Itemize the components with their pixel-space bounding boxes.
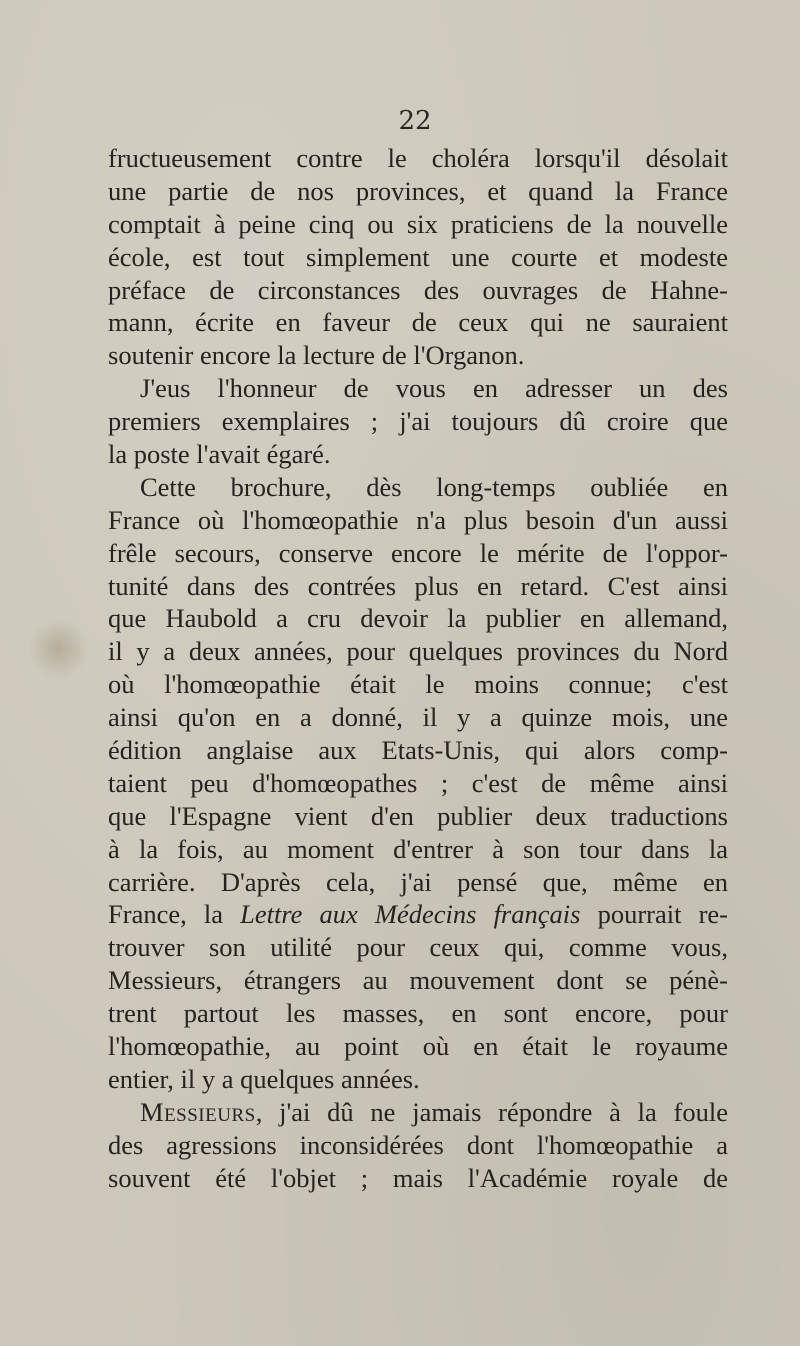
text-line: trouver son utilité pour ceux qui, comme vous, (108, 932, 728, 963)
text-line: trent partout les masses, en sont encore, pour (108, 998, 728, 1029)
paragraph-start-line (108, 1096, 728, 1129)
text-line: que Haubold a cru devoir la publier en allemand, (108, 603, 728, 634)
text-line-with-title (108, 898, 728, 931)
text-line: souvent été l'objet ; mais l'Académie royale de (108, 1162, 728, 1193)
text-line: carrière. D'après cela, j'ai pensé que, même en (108, 866, 728, 897)
text-line: il y a deux années, pour quelques provinces du Nord (108, 636, 728, 667)
text-segment: France, la (108, 899, 223, 930)
text-line: ainsi qu'on en a donné, il y a quinze mois, une (108, 702, 728, 733)
text-line: comptait à peine cinq ou six praticiens de la nouvelle (108, 208, 728, 239)
text-line: l'homœopathie, au point où en était le royaume (108, 1031, 728, 1062)
page-number: 22 (398, 106, 432, 136)
text-line: édition anglaise aux Etats-Unis, qui alors comp- (108, 735, 728, 766)
text-line: à la fois, au moment d'entrer à son tour dans la (108, 833, 728, 864)
text-segment: , j'ai dû ne jamais répondre à la foule (255, 1096, 728, 1127)
paragraph-start-line: J'eus l'honneur de vous en adresser un des (140, 373, 728, 404)
text-line: mann, écrite en faveur de ceux qui ne sauraient (108, 307, 728, 338)
italic-title: Lettre aux Médecins français (240, 899, 581, 930)
text-line: des agressions inconsidérées dont l'homœopathie a (108, 1129, 728, 1160)
text-line: où l'homœopathie était le moins connue; c'est (108, 669, 728, 700)
text-line: fructueusement contre le choléra lorsqu'il désolait (108, 143, 728, 173)
text-line: la poste l'avait égaré. (108, 439, 331, 470)
text-line: frêle secours, conserve encore le mérite de l'oppor- (108, 537, 728, 568)
text-line: une partie de nos provinces, et quand la France (108, 175, 728, 206)
text-line: premiers exemplaires ; j'ai toujours dû croire que (108, 406, 728, 437)
body-text (108, 142, 728, 1195)
text-line: tunité dans des contrées plus en retard. C'est ainsi (108, 570, 728, 601)
text-line: que l'Espagne vient d'en publier deux traductions (108, 800, 728, 831)
text-line: Messieurs, étrangers au mouvement dont se pénè- (108, 965, 728, 996)
paper-stain (28, 618, 90, 680)
text-segment: pourrait re- (597, 899, 728, 930)
text-line: préface de circonstances des ouvrages de Hahne- (108, 274, 728, 305)
text-line: entier, il y a quelques années. (108, 1063, 420, 1094)
text-line: taient peu d'homœopathes ; c'est de même ainsi (108, 767, 728, 798)
text-line: France où l'homœopathie n'a plus besoin d'un aussi (108, 504, 728, 535)
small-caps-word: Messieurs (140, 1096, 256, 1127)
paragraph-start-line: Cette brochure, dès long-temps oubliée en (140, 471, 728, 502)
text-line: école, est tout simplement une courte et modeste (108, 241, 728, 272)
text-line: soutenir encore la lecture de l'Organon. (108, 340, 525, 371)
